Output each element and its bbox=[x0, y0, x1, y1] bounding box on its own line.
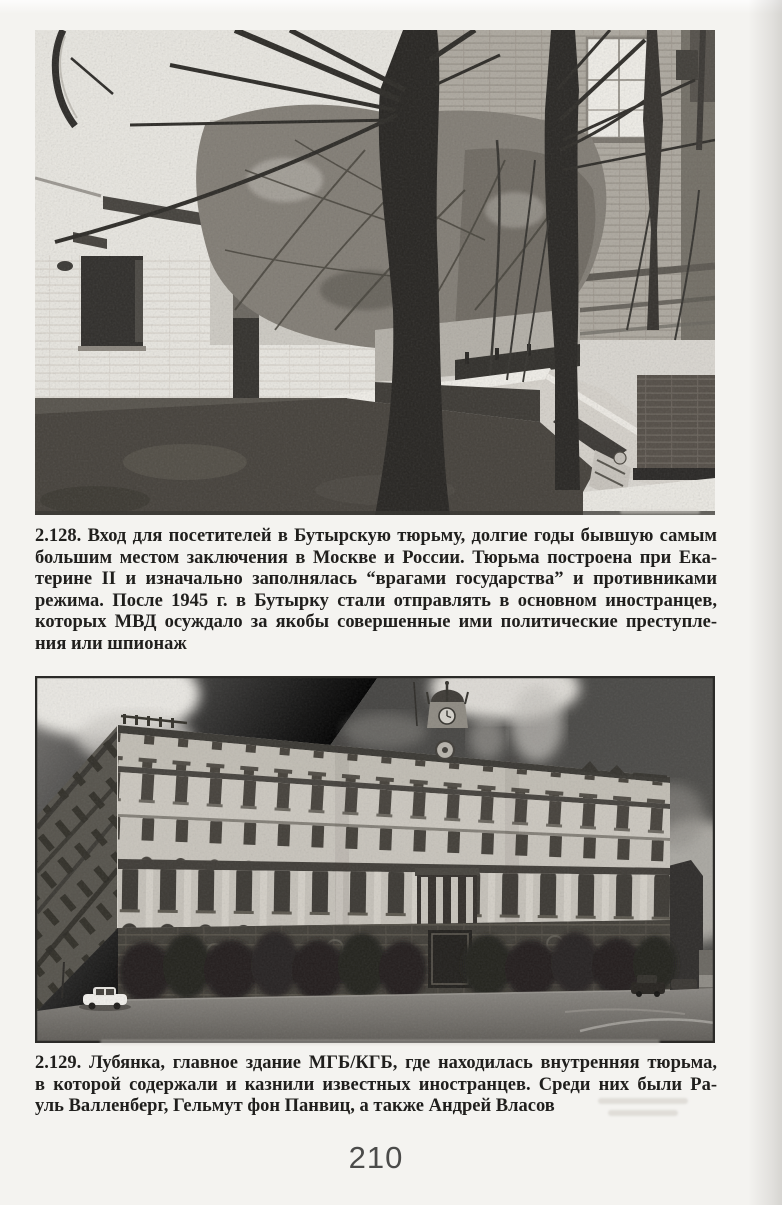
caption-line: уль Валленберг, Гельмут фон Панвиц, а также Андрей Власов bbox=[35, 1096, 555, 1116]
page-number: 210 bbox=[348, 1140, 404, 1175]
caption-line: терине II и изначально заполнялась “врагами государства” и противниками bbox=[35, 569, 717, 589]
figure-caption-2129 bbox=[35, 1053, 717, 1118]
photo1-bottom-edge bbox=[35, 511, 715, 515]
caption-line: 2.129. Лубянка, главное здание МГБ/КГБ, где находилась внутренняя тюрьма, bbox=[35, 1053, 717, 1073]
caption-line: 2.128. Вход для посетителей в Бутырскую тюрьму, долгие годы бывшую самым bbox=[35, 526, 717, 546]
photo2-grain-light bbox=[35, 676, 715, 1043]
caption-line: ния или шпионаж bbox=[35, 633, 187, 654]
photo1-grain-light bbox=[35, 30, 715, 515]
page-edge-shadow bbox=[748, 0, 782, 1205]
caption-line: которых МВД осуждало за якобы совершенные ими политические преступле- bbox=[35, 612, 717, 632]
page-top-highlight bbox=[0, 0, 782, 14]
figure-caption-2128 bbox=[35, 526, 717, 655]
caption-line: режима. После 1945 г. в Бутырку стали отправлять в основном иностранцев, bbox=[35, 590, 717, 611]
photo-butyrka-entrance bbox=[35, 30, 715, 515]
caption-line: в которой содержали и казнили известных иностранцев. Среди них были Ра- bbox=[35, 1074, 717, 1095]
photo-lubyanka bbox=[35, 676, 715, 1043]
caption-line: большим местом заключения в Москве и России. Тюрьма построена при Ека- bbox=[35, 547, 717, 568]
